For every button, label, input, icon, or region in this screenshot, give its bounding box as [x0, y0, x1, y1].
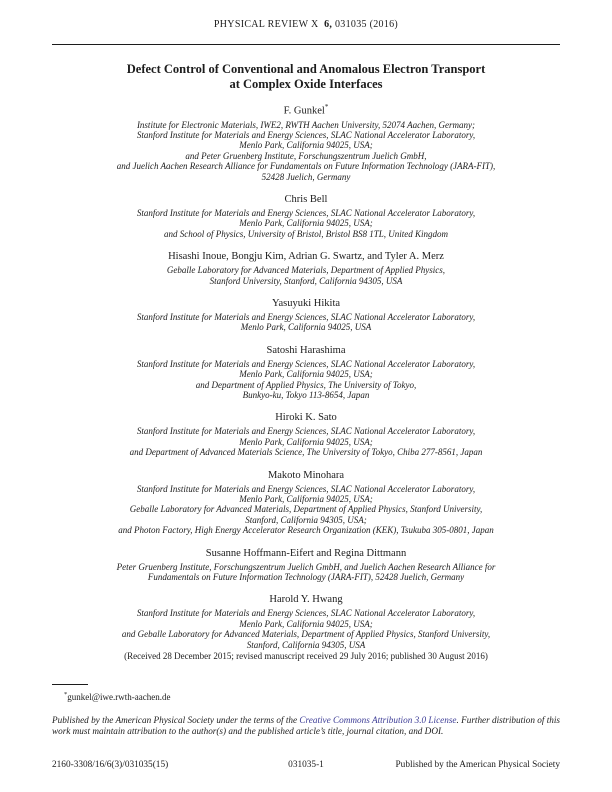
license-text-after: . Further distribution of this work must maintain attribution to the author(s) and the published article’s title, journal citation, and DOI. [52, 714, 560, 737]
affiliation-line: Stanford, California 94305, USA [246, 639, 366, 650]
author-footnote-mark: * [324, 103, 329, 111]
author-group-minohara [52, 469, 560, 536]
affiliation-line: and Department of Applied Physics, The University of Tokyo, [195, 379, 417, 390]
footnote-mark: * [64, 690, 68, 698]
paper-title-line1: Defect Control of Conventional and Anomalous Electron Transport [126, 62, 486, 76]
author-name: Hiroki K. Sato [275, 412, 337, 424]
affiliation-line: Fundamentals on Future Information Technology (JARA-FIT), 52428 Juelich, Germany [147, 572, 465, 583]
footer-issn-code: 2160-3308/16/6(3)/031035(15) [52, 760, 169, 770]
affiliation-line: and Geballe Laboratory for Advanced Materials, Department of Applied Physics, Stanford University, [121, 629, 491, 640]
affiliation-line: Menlo Park, California 94025, USA; [239, 140, 373, 151]
license-paragraph [52, 715, 560, 738]
affiliation-line: Peter Gruenberg Institute, Forschungszentrum Juelich GmbH, and Juelich Aachen Research Alliance for [116, 561, 496, 572]
author-name-text: F. Gunkel [283, 105, 325, 117]
journal-article-ref: 031035 (2016) [335, 19, 399, 30]
affiliation-line: Stanford University, Stanford, California 94305, USA [209, 275, 403, 286]
affiliation-line: Stanford Institute for Materials and Energy Sciences, SLAC National Accelerator Laboratory, [136, 426, 476, 437]
affiliation-line: Stanford Institute for Materials and Energy Sciences, SLAC National Accelerator Laboratory, [136, 483, 476, 494]
author-name: Makoto Minohara [267, 469, 345, 481]
author-name: Chris Bell [284, 193, 328, 205]
affiliation-line: Stanford Institute for Materials and Energy Sciences, SLAC National Accelerator Laboratory, [136, 358, 476, 369]
author-group-hoffmann-eifert-dittmann [52, 547, 560, 583]
authors-block [52, 101, 560, 662]
journal-name: PHYSICAL REVIEW X [213, 19, 319, 30]
affiliation-line: Menlo Park, California 94025, USA; [239, 369, 373, 380]
affiliation-line: Stanford Institute for Materials and Energy Sciences, SLAC National Accelerator Laboratory, [136, 207, 476, 218]
header-rule [52, 44, 560, 45]
author-name: Susanne Hoffmann-Eifert and Regina Dittmann [205, 547, 407, 559]
footnote-rule [52, 684, 88, 685]
affiliation-line: Geballe Laboratory for Advanced Materials, Department of Applied Physics, [166, 265, 446, 276]
author-group-sato [52, 411, 560, 457]
author-name: Yasuyuki Hikita [271, 297, 341, 309]
journal-volume: 6, [324, 19, 333, 30]
footer-publisher-note: Published by the American Physical Society [395, 760, 560, 770]
author-name: Satoshi Harashima [266, 344, 346, 356]
affiliation-line: Menlo Park, California 94025, USA [240, 322, 372, 333]
affiliation-line: and Peter Gruenberg Institute, Forschungszentrum Juelich GmbH, [185, 150, 427, 161]
paper-title-line2: at Complex Oxide Interfaces [229, 77, 383, 91]
creative-commons-license-link[interactable]: Creative Commons Attribution 3.0 License [299, 714, 457, 725]
author-name [52, 101, 560, 118]
affiliation-line: and Juelich Aachen Research Alliance for Fundamentals on Future Information Technology (JARA-FIT), [116, 161, 496, 172]
affiliation-line: Geballe Laboratory for Advanced Materials, Department of Applied Physics, Stanford University, [129, 504, 483, 515]
affiliation-line: Menlo Park, California 94025, USA; [239, 618, 373, 629]
footer-page-number: 031035-1 [288, 760, 324, 770]
affiliation-line: 52428 Juelich, Germany [261, 171, 351, 182]
footnote-email: gunkel@iwe.rwth-aachen.de [67, 691, 171, 702]
affiliation-line: and Department of Advanced Materials Science, The University of Tokyo, Chiba 277-8561, Japan [129, 447, 483, 458]
received-dates-line: (Received 28 December 2015; revised manuscript received 29 July 2016; published 30 August 2016) [124, 651, 488, 662]
affiliation-line: Menlo Park, California 94025, USA; [239, 494, 373, 505]
affiliation-line: Stanford Institute for Materials and Energy Sciences, SLAC National Accelerator Laboratory, [136, 311, 476, 322]
author-group-inoue-kim-swartz-merz [52, 250, 560, 286]
affiliation-line: Stanford Institute for Materials and Energy Sciences, SLAC National Accelerator Laboratory, [136, 608, 476, 619]
author-group-gunkel [52, 101, 560, 182]
author-name: Hisashi Inoue, Bongju Kim, Adrian G. Swartz, and Tyler A. Merz [168, 251, 444, 263]
affiliation-line: Institute for Electronic Materials, IWE2, RWTH Aachen University, 52074 Aachen, Germany; [136, 119, 476, 130]
affiliation-line: Stanford Institute for Materials and Energy Sciences, SLAC National Accelerator Laboratory, [136, 129, 476, 140]
page-content [52, 0, 560, 662]
author-group-hikita [52, 297, 560, 333]
author-group-hwang [52, 593, 560, 662]
affiliation-line: Menlo Park, California 94025, USA; [239, 436, 373, 447]
affiliation-line: Menlo Park, California 94025, USA; [239, 218, 373, 229]
paper-title [52, 62, 560, 92]
author-group-bell [52, 193, 560, 239]
author-group-harashima [52, 344, 560, 401]
license-text-before: Published by the American Physical Society under the terms of the [52, 714, 300, 725]
affiliation-line: and School of Physics, University of Bristol, Bristol BS8 1TL, United Kingdom [164, 228, 448, 239]
journal-header [52, 19, 560, 30]
page-bottom-block [52, 684, 560, 770]
page-footer [52, 760, 560, 770]
corresponding-author-footnote [52, 689, 560, 703]
affiliation-line: Bunkyo-ku, Tokyo 113-8654, Japan [242, 390, 370, 400]
author-name: Harold Y. Hwang [269, 594, 343, 606]
affiliation-line: and Photon Factory, High Energy Accelerator Research Organization (KEK), Tsukuba 305-0801, Japan [118, 525, 494, 536]
affiliation-line: Stanford, California 94305, USA; [245, 514, 367, 525]
